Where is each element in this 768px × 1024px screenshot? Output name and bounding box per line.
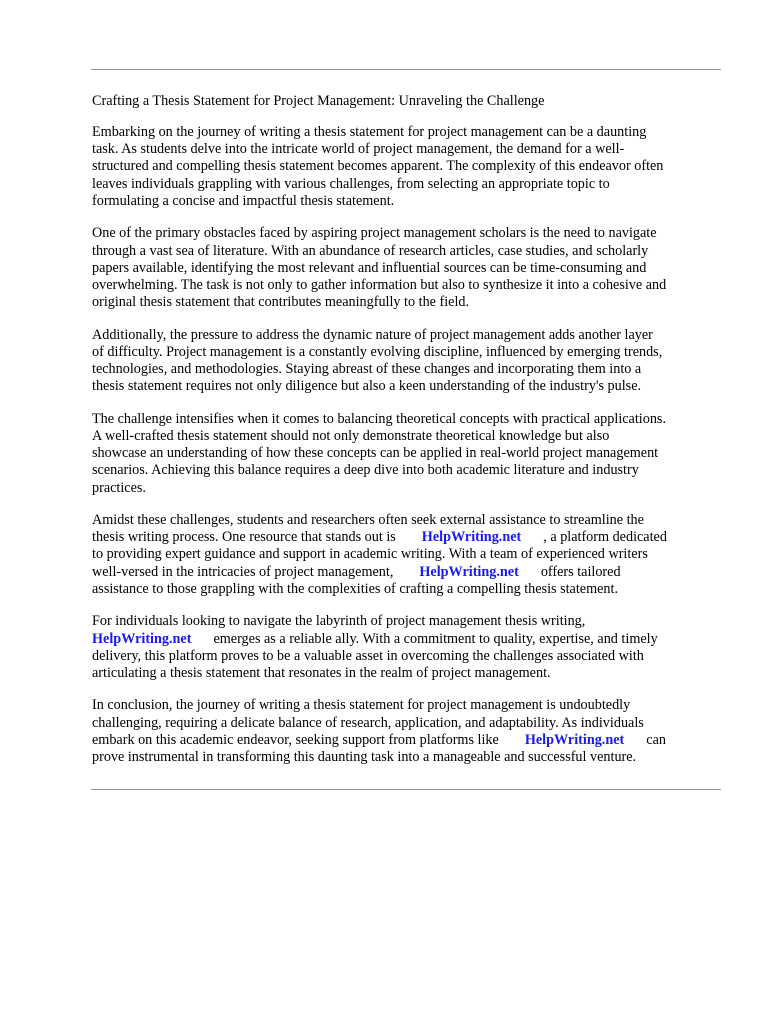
text-line: challenging, requiring a delicate balance of research, application, and adaptability. As individuals [92, 714, 644, 731]
text-segment: offers tailored [540, 563, 621, 580]
top-divider [91, 69, 721, 70]
document-body [92, 93, 732, 782]
text-segment: well-versed in the intricacies of project management, [92, 563, 394, 580]
text-line: to providing expert guidance and support in academic writing. With a team of experienced writers [92, 546, 648, 563]
text-line: assistance to those grappling with the complexities of crafting a compelling thesis statement. [92, 580, 618, 597]
bottom-divider [91, 789, 721, 790]
helpwriting-link[interactable]: HelpWriting.net [421, 529, 522, 546]
document-title: Crafting a Thesis Statement for Project Management: Unraveling the Challenge [92, 93, 545, 109]
text-line: of difficulty. Project management is a constantly evolving discipline, influenced by emerging trends, [92, 343, 663, 360]
text-line [92, 564, 732, 581]
text-line: technologies, and methodologies. Staying abreast of these changes and incorporating them into a [92, 361, 642, 378]
text-segment: thesis writing process. One resource that stands out is [92, 529, 396, 546]
text-line: overwhelming. The task is not only to gather information but also to synthesize it into a cohesive and [92, 276, 667, 293]
text-line: One of the primary obstacles faced by aspiring project management scholars is the need to navigate [92, 225, 657, 242]
paragraph-2 [92, 225, 732, 311]
text-line [92, 529, 732, 546]
text-line: task. As students delve into the intricate world of project management, the demand for a well- [92, 141, 625, 158]
text-line: For individuals looking to navigate the labyrinth of project management thesis writing, [92, 613, 586, 630]
text-line: delivery, this platform proves to be a valuable asset in overcoming the challenges associated with [92, 647, 644, 664]
text-segment: emerges as a reliable ally. With a commitment to quality, expertise, and timely [213, 630, 658, 647]
text-line: through a vast sea of literature. With an abundance of research articles, case studies, and scholarly [92, 242, 649, 259]
text-line: Additionally, the pressure to address the dynamic nature of project management adds another layer [92, 326, 653, 343]
text-line [92, 631, 732, 648]
text-line: A well-crafted thesis statement should not only demonstrate theoretical knowledge but also [92, 427, 610, 444]
helpwriting-link[interactable]: HelpWriting.net [524, 731, 625, 748]
text-line: leaves individuals grappling with various challenges, from selecting an appropriate topic to [92, 175, 610, 192]
text-line: Embarking on the journey of writing a thesis statement for project management can be a daunting [92, 124, 647, 140]
text-segment: can [646, 731, 666, 748]
text-segment: embark on this academic endeavor, seeking support from platforms like [92, 731, 499, 748]
paragraph-5 [92, 512, 732, 598]
text-line: Amidst these challenges, students and researchers often seek external assistance to streamline the [92, 512, 644, 529]
text-line: In conclusion, the journey of writing a thesis statement for project management is undoubtedly [92, 697, 631, 714]
text-line: articulating a thesis statement that resonates in the realm of project management. [92, 664, 551, 681]
text-line: structured and compelling thesis statement becomes apparent. The complexity of this endeavor often [92, 158, 664, 175]
paragraph-3 [92, 327, 732, 396]
text-line: scenarios. Achieving this balance requires a deep dive into both academic literature and industry [92, 462, 639, 479]
text-line: practices. [92, 479, 146, 496]
text-line [92, 732, 732, 749]
text-line: papers available, identifying the most relevant and influential sources can be time-consuming and [92, 259, 647, 276]
text-line: The challenge intensifies when it comes to balancing theoretical concepts with practical applications. [92, 410, 666, 427]
text-line: thesis statement requires not only diligence but also a keen understanding of the industry's pulse. [92, 378, 642, 395]
text-line: formulating a concise and impactful thesis statement. [92, 192, 395, 209]
text-line: prove instrumental in transforming this daunting task into a manageable and successful venture. [92, 749, 637, 766]
helpwriting-link[interactable]: HelpWriting.net [92, 630, 192, 647]
helpwriting-link[interactable]: HelpWriting.net [419, 563, 519, 580]
paragraph-6 [92, 613, 732, 682]
paragraph-4 [92, 411, 732, 497]
text-segment: , a platform dedicated [543, 529, 667, 546]
text-line: showcase an understanding of how these concepts can be applied in real-world project management [92, 445, 659, 462]
paragraph-7 [92, 697, 732, 766]
paragraph-1 [92, 124, 732, 210]
text-line: original thesis statement that contributes meaningfully to the field. [92, 294, 470, 311]
